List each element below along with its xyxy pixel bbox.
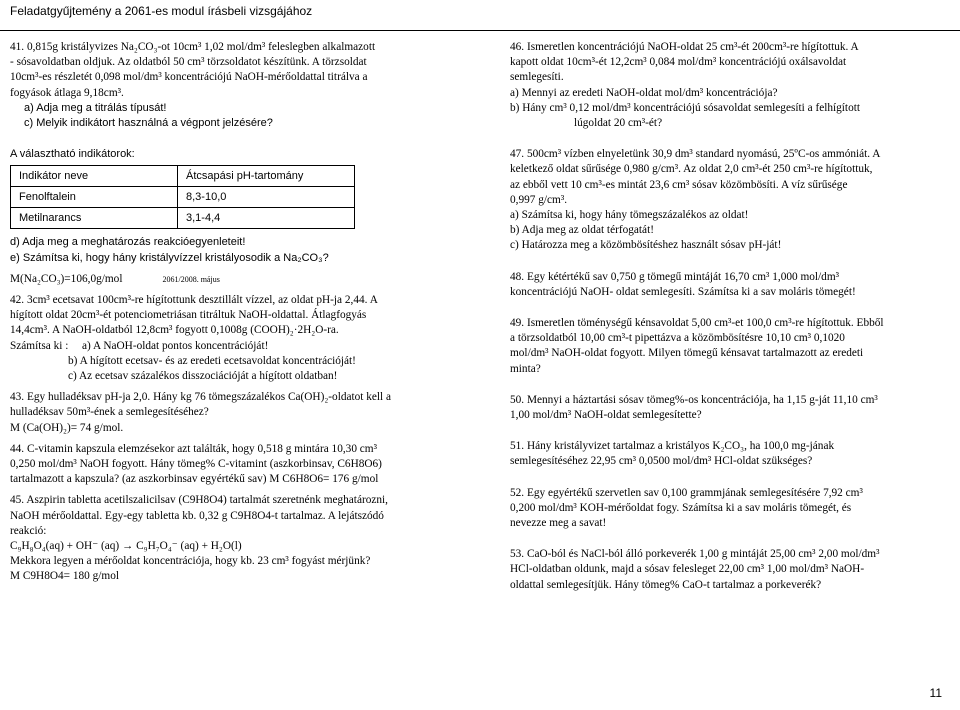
q52-line: nevezze meg a savat! bbox=[510, 517, 607, 530]
q41-molar-mass: M(Na₂CO₃)=106,0g/mol bbox=[10, 272, 123, 285]
q51-line: 51. Hány kristályvizet tartalmaz a kristályos K₂CO₃, ha 100,0 mg-jának bbox=[510, 440, 835, 453]
indicator-table bbox=[10, 165, 355, 229]
question-47 bbox=[510, 147, 952, 253]
table-cell: Fenolftalein bbox=[11, 187, 178, 208]
q44-line: 44. C-vitamin kapszula elemzésekor azt találták, hogy 0,518 g mintára 10,30 cm³ bbox=[10, 442, 377, 455]
q48-line: koncentrációjú NaOH- oldat semlegesíti. Számítsa ki a sav moláris tömegét! bbox=[510, 285, 856, 298]
q53-line: 53. CaO-ból és NaCl-ból álló porkeverék 1,00 g mintáját 25,00 cm³ 2,00 mol/dm³ bbox=[510, 548, 880, 561]
question-51 bbox=[510, 439, 952, 469]
q45-line: reakció: bbox=[10, 524, 47, 537]
q50-line: 50. Mennyi a háztartási sósav tömeg%-os koncentrációja, ha 1,15 g-ját 11,10 cm³ bbox=[510, 393, 878, 406]
table-header-row bbox=[11, 166, 355, 187]
q51-line: semlegesítéséhez 22,95 cm³ 0,0500 mol/dm³ HCl-oldat szükséges? bbox=[510, 455, 813, 468]
q47-line: c) Határozza meg a közömbösítéshez használt sósav pH-ját! bbox=[510, 239, 782, 252]
q45-line: Mekkora legyen a mérőoldat koncentrációja, hogy kb. 23 cm³ fogyást mérjünk? bbox=[10, 555, 371, 568]
q41-e: e) Számítsa ki, hogy hány kristályvízzel kristályosodik a Na₂CO₃? bbox=[10, 251, 329, 264]
table-cell: 3,1-4,4 bbox=[178, 208, 355, 229]
q41-line: fogyások átlaga 9,18cm³. bbox=[10, 86, 124, 99]
q47-line: 47. 500cm³ vízben elnyeletünk 30,9 dm³ standard nyomású, 25ºC-os ammóniát. A bbox=[510, 148, 881, 161]
table-cell: Metilnarancs bbox=[11, 208, 178, 229]
q42-line: 14,4cm³. A NaOH-oldatból 12,8cm³ fogyott 0,1008g (COOH)₂·2H₂O-ra. bbox=[10, 324, 339, 337]
question-46 bbox=[510, 40, 952, 131]
q41-line: 41. 0,815g kristályvizes Na₂CO₃-ot 10cm³ 1,02 mol/dm³ feleslegben alkalmazott bbox=[10, 41, 376, 53]
q47-line: a) Számítsa ki, hogy hány tömegszázalékos az oldat! bbox=[510, 209, 749, 222]
question-49 bbox=[510, 316, 952, 377]
q49-line: a törzsoldatból 10,00 cm³-t pipettázva a közömbösítésre 10,10 cm³ 0,1020 bbox=[510, 332, 845, 345]
q49-line: minta? bbox=[510, 362, 541, 375]
q46-a: a) Mennyi az eredeti NaOH-oldat mol/dm³ koncentrációja? bbox=[510, 86, 778, 99]
question-45 bbox=[10, 493, 465, 584]
q41-line: 10cm³-es részletét 0,098 mol/dm³ koncentrációjú NaOH-mérőoldattal titrálva a bbox=[10, 71, 368, 84]
q48-line: 48. Egy kétértékű sav 0,750 g tömegű mintáját 16,70 cm³ 1,000 mol/dm³ bbox=[510, 270, 839, 283]
q53-line: oldattal semlegesítjük. Hány tömeg% CaO-t tartalmaz a porkeverék? bbox=[510, 578, 822, 591]
q49-line: 49. Ismeretlen töménységű kénsavoldat 5,00 cm³-et 100,0 cm³-re hígítottuk. Ebből bbox=[510, 317, 884, 330]
question-41 bbox=[10, 40, 465, 131]
table-header: Indikátor neve bbox=[11, 166, 178, 187]
q41-a: a) Adja meg a titrálás típusát! bbox=[24, 101, 167, 114]
q53-line: HCl-oldatban oldunk, majd a sósav felesleget 22,00 cm³ 1,00 mol/dm³ NaOH- bbox=[510, 563, 865, 576]
question-43 bbox=[10, 390, 465, 436]
q52-line: 0,200 mol/dm³ KOH-mérőoldat fogy. Számítsa ki a sav moláris tömegét, és bbox=[510, 501, 852, 514]
table-row bbox=[11, 208, 355, 229]
q43-line: hulladéksav 50m³-ének a semlegesítéséhez? bbox=[10, 406, 209, 419]
q42-a: a) A NaOH-oldat pontos koncentrációját! bbox=[82, 339, 269, 352]
q52-line: 52. Egy egyértékű szervetlen sav 0,100 grammjának semlegesítésére 7,92 cm³ bbox=[510, 486, 863, 499]
table-row bbox=[11, 187, 355, 208]
q46-line: kapott oldat 10cm³-ét 12,2cm³ 0,084 mol/dm³ koncentrációjú oxálsavoldat bbox=[510, 56, 847, 69]
q43-line: M (Ca(OH)₂)= 74 g/mol. bbox=[10, 421, 124, 434]
q42-line: 42. 3cm³ ecetsavat 100cm³-re hígítottunk desztillált vízzel, az oldat pH-ja 2,44. A bbox=[10, 294, 378, 307]
q50-line: 1,00 mol/dm³ NaOH-oldat semlegesítette? bbox=[510, 409, 702, 422]
q41-c: c) Melyik indikátort használná a végpont jelzésére? bbox=[24, 117, 273, 130]
question-52 bbox=[510, 486, 952, 532]
left-column bbox=[10, 40, 465, 591]
question-42 bbox=[10, 293, 465, 384]
q45-line: NaOH mérőoldattal. Egy-egy tabletta kb. 0,32 g C9H8O4-t tartalmaz. A lejátszódó bbox=[10, 509, 384, 522]
right-column bbox=[510, 40, 952, 599]
q47-line: 0,997 g/cm³. bbox=[510, 193, 568, 206]
q45-line: M C9H8O4= 180 g/mol bbox=[10, 570, 119, 583]
q46-line: 46. Ismeretlen koncentrációjú NaOH-oldat 25 cm³-ét 200cm³-re hígítottuk. A bbox=[510, 41, 859, 53]
q44-line: 0,250 mol/dm³ NaOH fogyott. Hány tömeg% C-vitamint (aszkorbinsav, C6H8O6) bbox=[10, 458, 382, 471]
question-50 bbox=[510, 393, 952, 423]
q42-line: hígított oldat 20cm³-ét potenciometriásan titráltuk NaOH-oldattal. Átlagfogyás bbox=[10, 309, 367, 322]
q46-line: semlegesíti. bbox=[510, 71, 564, 84]
q41-source-note: 2061/2008. május bbox=[162, 274, 220, 284]
q42-calc-label: Számítsa ki : bbox=[10, 339, 69, 352]
q41-d: d) Adja meg a meghatározás reakcióegyenleteit! bbox=[10, 236, 246, 249]
page-header bbox=[0, 0, 960, 31]
question-48 bbox=[510, 270, 952, 300]
q47-line: keletkező oldat sűrűsége 0,980 g/cm³. Az oldat 2,0 cm³-ét 250 cm³-re hígítottuk, bbox=[510, 163, 873, 176]
q44-line: tartalmazott a kapszula? (az aszkorbinsav egyértékű sav) M C6H8O6= 176 g/mol bbox=[10, 473, 379, 486]
q42-b: b) A hígított ecetsav- és az eredeti ecetsavoldat koncentrációját! bbox=[68, 354, 356, 367]
q46-b-cont: lúgoldat 20 cm³-ét? bbox=[574, 117, 663, 130]
q49-line: mol/dm³ NaOH-oldat fogyott. Milyen tömegű kénsavat tartalmazott az eredeti bbox=[510, 347, 864, 360]
table-cell: 8,3-10,0 bbox=[178, 187, 355, 208]
q42-c: c) Az ecetsav százalékos disszociációját a hígított oldatban! bbox=[68, 370, 338, 383]
header-title: Feladatgyűjtemény a 2061-es modul írásbeli vizsgájához bbox=[10, 4, 313, 18]
table-header: Átcsapási pH-tartomány bbox=[178, 166, 355, 187]
q47-line: b) Adja meg az oldat térfogatát! bbox=[510, 224, 654, 237]
indicator-table-title: A választható indikátorok: bbox=[10, 148, 135, 161]
q43-line: 43. Egy hulladéksav pH-ja 2,0. Hány kg 76 tömegszázalékos Ca(OH)₂-oldatot kell a bbox=[10, 391, 392, 404]
q45-reaction: C₉H₈O₄(aq) + OH⁻ (aq) → C₉H₇O₄⁻ (aq) + H₂O(l) bbox=[10, 540, 242, 553]
q45-line: 45. Aszpirin tabletta acetilszalicilsav (C9H8O4) tartalmát szeretnénk meghatározni, bbox=[10, 494, 388, 507]
question-44 bbox=[10, 442, 465, 488]
q41-line: - sósavoldatban oldjuk. Az oldatból 50 cm³ törzsoldatot készítünk. A törzsoldat bbox=[10, 56, 367, 69]
q47-line: az ebből vett 10 cm³-es mintát 23,6 cm³ sósav közömbösíti. A víz sűrűsége bbox=[510, 178, 848, 191]
q46-b: b) Hány cm³ 0,12 mol/dm³ koncentrációjú sósavoldat semlegesíti a felhígított bbox=[510, 101, 860, 114]
question-53 bbox=[510, 547, 952, 593]
page-number: 11 bbox=[929, 686, 942, 700]
